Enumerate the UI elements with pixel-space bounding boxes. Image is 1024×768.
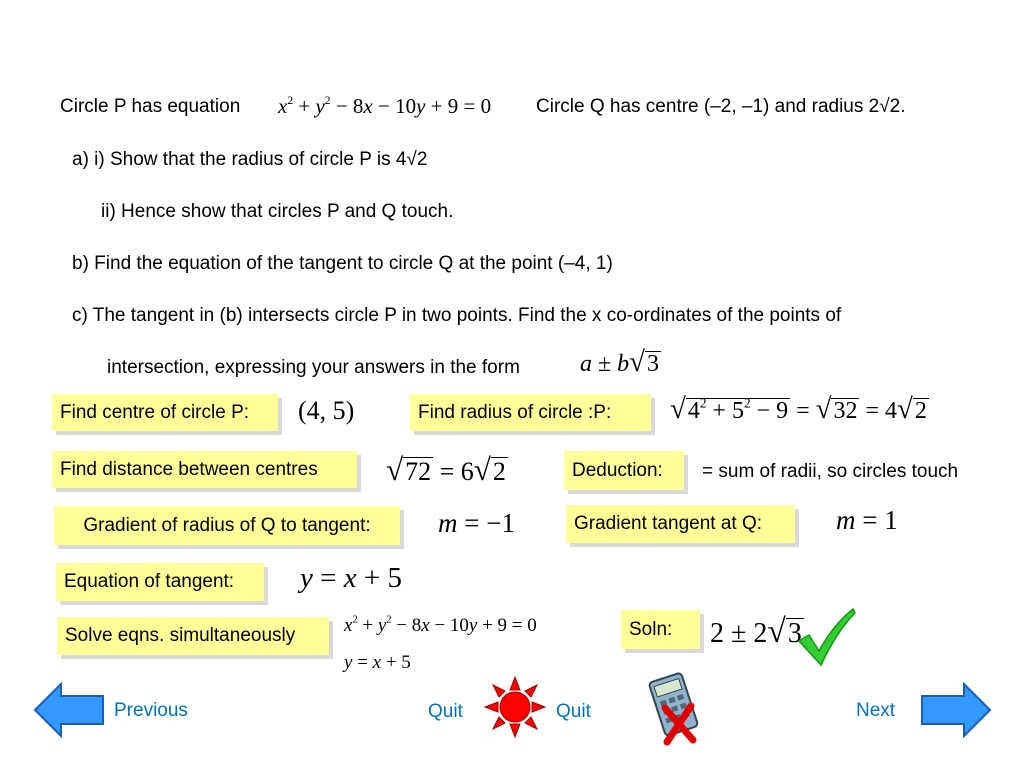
part-b: b) Find the equation of the tangent to circle Q at the point (–4, 1) (72, 253, 613, 274)
part-a-ii: ii) Hence show that circles P and Q touch. (101, 201, 454, 222)
circle-q-text: Circle Q has centre (–2, –1) and radius 2√2. (536, 96, 906, 117)
simul-eq2: y = x + 5 (344, 652, 411, 673)
radius-label-box (410, 394, 651, 431)
grad-radius-value: m = −1 (438, 508, 515, 538)
simul-label: Solve eqns. simultaneously (65, 625, 296, 646)
grad-radius-label: Gradient of radius of Q to tangent: (83, 514, 371, 536)
part-c-line2: intersection, expressing your answers in the form (107, 357, 520, 378)
intro-text: Circle P has equation (60, 96, 241, 117)
quit-sun-icon[interactable] (484, 676, 546, 738)
quit-link-left[interactable]: Quit (428, 701, 463, 722)
centre-label-box (52, 394, 278, 431)
part-a-i: a) i) Show that the radius of circle P is 4√2 (72, 149, 428, 170)
distance-label: Find distance between centres (60, 458, 318, 480)
simul-label-box (57, 617, 329, 655)
deduction-value: = sum of radii, so circles touch (702, 461, 959, 482)
distance-value: √72 = 6√2 (386, 452, 506, 487)
grad-tangent-value: m = 1 (836, 505, 898, 535)
part-c-line1: c) The tangent in (b) intersects circle P in two points. Find the x co-ordinates of the points of (72, 305, 842, 326)
radius-value: $√4^2 + 5^2 - 9 = √32 = 4√2$ (670, 393, 927, 425)
soln-label-box (621, 610, 700, 649)
check-icon (795, 605, 857, 667)
answer-form: a ± b√3 (580, 346, 659, 378)
grad-tangent-label: Gradient tangent at Q: (574, 513, 763, 534)
tangent-label: Equation of tangent: (64, 571, 235, 592)
previous-arrow-icon[interactable] (33, 682, 105, 738)
soln-value: 2 ± 2√3 (710, 613, 802, 650)
next-link[interactable]: Next (856, 700, 896, 721)
tangent-value: y = x + 5 (300, 562, 402, 594)
deduction-label: Deduction: (572, 459, 663, 481)
quit-link-right[interactable]: Quit (556, 701, 591, 722)
distance-label-box (52, 451, 357, 488)
simul-eq1: $x^2 + y^2 - 8x - 10y + 9 = 0$ (344, 614, 537, 636)
circle-p-equation: $x^2 + y^2 - 8x - 10y + 9 = 0$ (278, 94, 492, 118)
centre-value: (4, 5) (298, 396, 355, 425)
previous-link[interactable]: Previous (114, 700, 188, 721)
soln-label: Soln: (629, 618, 673, 640)
next-arrow-icon[interactable] (920, 682, 992, 738)
crossed-calculator-icon (645, 668, 707, 746)
deduction-label-box (564, 451, 684, 490)
tangent-label-box (56, 563, 264, 601)
centre-label: Find centre of circle P: (60, 401, 250, 423)
grad-tangent-label-box (566, 505, 795, 543)
radius-label: Find radius of circle :P: (418, 401, 612, 423)
grad-radius-label-box (54, 506, 400, 545)
